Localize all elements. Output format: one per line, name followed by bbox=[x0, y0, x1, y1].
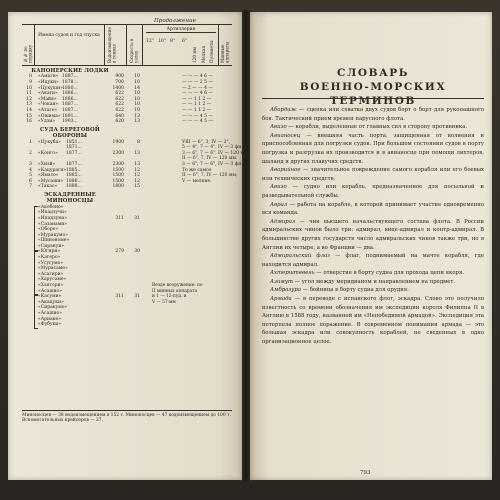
cell-disp: 622 bbox=[115, 102, 124, 108]
header-num: №№ по порядку bbox=[23, 44, 33, 63]
cell-name: «Оборо» bbox=[38, 227, 59, 233]
cell-year: 1903... bbox=[62, 119, 78, 125]
cell-name: «Атаго» bbox=[38, 107, 58, 113]
cell-name: «Хиэй» bbox=[38, 161, 56, 167]
cell-speed: 31 bbox=[134, 294, 140, 300]
cell-year: 1878... bbox=[62, 80, 78, 85]
dictionary-entry bbox=[262, 166, 484, 183]
header-artillery: Артиллерия bbox=[146, 27, 216, 33]
cell-name: «Ямато» bbox=[38, 173, 59, 179]
entry-definition: — в переводе с испанского флот, эскадра. Слово это получило известность со времени обозначения им экспедиции короля Филиппа II в Англию в 1588 году, названной им «Непобедимой армадой». Экспедиция эта потерпела полное поражение. В современном понимании армада — это большая эскадра или совокупность кораблей, не сведенных в одно организационное целое. bbox=[262, 296, 484, 346]
header-speed: Скорость в узлах bbox=[129, 38, 139, 63]
group-bracket bbox=[34, 295, 38, 329]
entry-term: Авизо bbox=[270, 184, 287, 191]
cell-year: 1877... bbox=[66, 161, 82, 167]
cell-arm: II — 6", 7, IV — 120 мм; bbox=[182, 173, 238, 179]
cell-speed: 10 bbox=[134, 74, 140, 80]
section-rows bbox=[22, 139, 249, 190]
left-page bbox=[8, 12, 249, 480]
cell-name: «Ицуки» bbox=[38, 80, 59, 85]
cell-speed: 13 bbox=[134, 119, 140, 125]
cell-arm: УШ — 6", 3, IV — 2", bbox=[182, 139, 231, 145]
running-head: Продолжение bbox=[154, 18, 196, 24]
header-torp: Минные аппараты bbox=[220, 41, 230, 63]
cell-year: 1885... bbox=[66, 173, 82, 179]
cell-year: 1886... bbox=[62, 96, 78, 102]
dictionary-entry bbox=[262, 218, 484, 252]
entry-definition: — внешняя часть порта, защищенная от волнения и приспособленная для погрузки судов. При большом состоянии судов в порту погрузка и разгрузка их производится и в авианосце при помощи лихтеров, шаланд и других плавучих средств. bbox=[262, 132, 484, 165]
cell-disp: 1500 bbox=[112, 178, 124, 184]
cell-speed: 13 bbox=[134, 113, 140, 119]
cell-name: «Инадзума» bbox=[38, 215, 68, 221]
cell-name: «Цукуба» bbox=[38, 139, 61, 145]
cell-name: «Кацураги» bbox=[38, 167, 67, 173]
dictionary-entry bbox=[262, 183, 484, 200]
cell-name: «Асашио» bbox=[38, 311, 63, 316]
cell-arm: — — 1 1 2 — bbox=[182, 102, 212, 108]
dictionary-entries bbox=[262, 106, 484, 347]
cell-year: 1887... bbox=[62, 107, 78, 113]
dictionary-entry bbox=[262, 286, 484, 295]
cell-name: «Хаятори» bbox=[38, 283, 64, 289]
cell-disp: 622 bbox=[115, 91, 124, 97]
cell-disp: 311 bbox=[115, 294, 124, 300]
entry-definition: — бойница в борту судна для орудия. bbox=[300, 287, 409, 294]
cell-num: 10 bbox=[26, 85, 32, 91]
cell-disp: 279 bbox=[115, 249, 124, 255]
cell-arm: 3 — 6", 7 — 6", IV — 3 фн. bbox=[182, 161, 243, 167]
cell-year: 1886... bbox=[62, 91, 78, 97]
cell-speed: 12 bbox=[134, 173, 140, 179]
cell-year: 1851... bbox=[66, 139, 82, 145]
page-number: 793 bbox=[360, 470, 371, 476]
entry-term: Авианосец bbox=[270, 132, 301, 139]
table-row bbox=[22, 184, 232, 190]
dictionary-entry bbox=[262, 201, 484, 218]
cell-year: 1891... bbox=[62, 113, 78, 119]
table-header bbox=[22, 25, 232, 66]
cell-name: «Усугумо» bbox=[38, 260, 64, 266]
cell-disp: 900 bbox=[115, 74, 124, 80]
cell-speed: 10 bbox=[134, 96, 140, 102]
cell-speed: 8 bbox=[137, 139, 140, 145]
section-title: ЭСКАДРЕННЫЕ МИНОНОСЦЫ bbox=[44, 191, 96, 205]
cell-arm: — — — 4 6 — bbox=[182, 74, 213, 80]
cell-speed: 15 bbox=[134, 184, 140, 190]
entry-term: Ахтерштевень bbox=[270, 270, 315, 277]
cell-year: 1887... bbox=[62, 74, 78, 80]
header-sub-e: 120 мм bbox=[192, 47, 197, 63]
cell-year: 1887... bbox=[62, 102, 78, 108]
cell-arm: — — 1 1 2 — bbox=[182, 96, 212, 102]
title-line-2: ВОЕННО-МОРСКИХ ТЕРМИНОВ bbox=[299, 81, 447, 107]
header-sub-g: Пулеметы bbox=[209, 40, 214, 63]
cell-name: «Касуми» bbox=[38, 294, 62, 300]
dictionary-title bbox=[262, 66, 484, 108]
header-name: Имена судов и год спуска bbox=[38, 33, 100, 38]
cell-name: «Ариаке» bbox=[38, 316, 61, 322]
entry-term: Абордаж bbox=[270, 107, 297, 113]
entry-definition: — угол между меридианом и направлением на предмет. bbox=[293, 278, 456, 285]
cell-year: 1888... bbox=[66, 184, 82, 190]
cell-year: 1885... bbox=[66, 167, 82, 173]
cell-name: «Конго» bbox=[38, 150, 58, 156]
cell-speed: 14 bbox=[134, 85, 140, 91]
cell-name: «Икадзучи» bbox=[38, 210, 67, 216]
cell-year: 1886... bbox=[66, 178, 82, 184]
entry-term: Амбразура bbox=[270, 287, 301, 294]
cell-num: 7 bbox=[29, 184, 32, 190]
cell-num: 9 bbox=[29, 80, 32, 85]
cell-name: «Харусаме» bbox=[38, 277, 67, 283]
cell-name: «Шинономе» bbox=[38, 238, 70, 244]
cell-disp: 620 bbox=[115, 119, 124, 125]
cell-disp: 1500 bbox=[112, 173, 124, 179]
cell-name: «Акебоно» bbox=[38, 204, 64, 210]
cell-num: 6 bbox=[29, 178, 32, 184]
dictionary-entry bbox=[262, 123, 484, 132]
entry-term: Аварийное bbox=[270, 167, 301, 174]
cell-name: «Кагеро» bbox=[38, 255, 61, 261]
cell-disp: 1500 bbox=[112, 167, 124, 173]
cell-name: «Югири» bbox=[38, 249, 61, 255]
header-sub-d: 6" bbox=[182, 39, 187, 44]
cell-speed: 10 bbox=[134, 102, 140, 108]
cell-name: «Сазанами» bbox=[38, 221, 67, 227]
cell-arm: II — 6", 7, IV — 120 мм. bbox=[182, 156, 238, 162]
entry-definition: — сцепка или схватка двух судов борт о борт для рукопашного боя. Тактический прием времен парусного флота. bbox=[262, 107, 484, 122]
entry-definition: — судно или корабль, предназначенное для посыльной и разведывательной службы. bbox=[262, 184, 484, 199]
cell-year: 1880... bbox=[62, 85, 78, 91]
cell-speed: 12 bbox=[134, 167, 140, 173]
cell-name: «Акаги» bbox=[38, 91, 58, 97]
ship-table bbox=[22, 24, 249, 328]
group-bracket bbox=[34, 251, 38, 296]
cell-disp: 622 bbox=[115, 96, 124, 102]
cell-name: «Асашио» bbox=[38, 288, 63, 294]
cell-speed: 13 bbox=[134, 150, 140, 156]
cell-year: 1877... bbox=[66, 150, 82, 156]
cell-arm: — — — 4 6 — bbox=[182, 91, 213, 97]
entry-term: Азимут bbox=[270, 278, 294, 285]
cell-disp: 700 bbox=[115, 80, 124, 85]
dictionary-entry bbox=[262, 295, 484, 347]
cell-year: 1871... bbox=[66, 145, 82, 151]
cell-speed: 31 bbox=[134, 215, 140, 221]
cell-speed: 13 bbox=[134, 161, 140, 167]
header-sub-a: 12" bbox=[146, 39, 154, 44]
cell-name: «Мусаши» bbox=[38, 178, 64, 184]
header-disp: Водоизмещение в тоннах bbox=[107, 27, 117, 63]
title-line-1: СЛОВАРЬ bbox=[337, 67, 409, 79]
cell-name: «Майя» bbox=[38, 96, 57, 102]
section-title: КАНОНЕРСКИЕ ЛОДКИ bbox=[31, 68, 109, 74]
cell-num: 11 bbox=[26, 91, 32, 97]
entry-definition: — корабли, выделенные от главных сил в сторону противника. bbox=[286, 124, 468, 131]
cell-num: 12 bbox=[26, 96, 32, 102]
cell-disp: 640 bbox=[115, 113, 124, 119]
section-rows bbox=[22, 74, 232, 124]
dictionary-entry bbox=[262, 269, 484, 278]
cell-disp: 2300 bbox=[112, 161, 124, 167]
cell-arm: — — — 4 5 — bbox=[182, 113, 213, 119]
cell-name: «Сиракумо» bbox=[38, 305, 68, 311]
entry-definition: — значительное повреждение самого корабля или его боевых или технических средств. bbox=[262, 167, 484, 182]
cell-arm: 5 — 4", 7 — 4", IV — 3 фн. bbox=[182, 145, 243, 151]
entry-definition: — отверстие в борту судна для прохода цепи якоря. bbox=[314, 270, 465, 277]
cell-name: «Цукуши» bbox=[38, 85, 63, 91]
header-sub-b: 10" bbox=[158, 39, 166, 44]
cell-speed: 12 bbox=[134, 178, 140, 184]
entry-definition: — флаг, поднимаемый на мачте корабля, где находится адмирал. bbox=[262, 253, 484, 268]
header-sub-c: 8" bbox=[170, 39, 175, 44]
cell-arm: — 2 — — 4 — bbox=[182, 85, 213, 91]
entry-term: Авизо bbox=[270, 124, 287, 131]
cell-num: 4 bbox=[29, 167, 32, 173]
cell-arm: — — — 2 5 — bbox=[182, 80, 213, 85]
cell-name: «Ошима» bbox=[38, 113, 61, 119]
section-title: СУДА БЕРЕГОВОЙ ОБОРОНЫ bbox=[40, 126, 100, 140]
entry-definition: — работа на корабле, в которой принимает участие одновременно вся команда. bbox=[262, 201, 484, 217]
cell-num: 2 bbox=[29, 150, 32, 156]
dictionary-entry bbox=[262, 106, 484, 123]
cell-speed: 10 bbox=[134, 107, 140, 113]
cell-name: «Такао» bbox=[38, 184, 58, 190]
cell-num: 3 bbox=[29, 161, 32, 167]
entry-term: Адмирал bbox=[270, 218, 296, 225]
cell-disp: 1900 bbox=[112, 139, 124, 145]
dictionary-entry bbox=[262, 132, 484, 166]
cell-disp: 311 bbox=[115, 215, 124, 221]
group-bracket bbox=[34, 206, 38, 251]
dictionary-entry bbox=[262, 252, 484, 269]
cell-speed: 10 bbox=[134, 91, 140, 97]
cell-speed: 10 bbox=[134, 80, 140, 85]
cell-name: «Удзи» bbox=[38, 119, 55, 125]
cell-arm: 3 — 6", 7 — 6", IV — 120 мм, bbox=[182, 150, 249, 156]
cell-disp: 1400 bbox=[112, 85, 124, 91]
cell-num: 13 bbox=[26, 102, 32, 108]
header-sub-f: Мелкая bbox=[201, 45, 206, 63]
cell-name: «Асагири» bbox=[38, 271, 64, 277]
dictionary-entry bbox=[262, 278, 484, 287]
cell-num: 8 bbox=[29, 74, 32, 80]
cell-disp: 1800 bbox=[112, 184, 124, 190]
section-rows bbox=[22, 205, 232, 328]
cell-speed: 30 bbox=[134, 249, 140, 255]
cell-name: «Сирануи» bbox=[38, 243, 65, 249]
cell-name: «Акацуки» bbox=[38, 299, 64, 305]
table-footnote: Миноносцев — 38 водоизмещением в 152 т. Миноносцев — 47 водоизмещением до 100 т. Вспомогательных крейсеров — 27. bbox=[22, 410, 232, 424]
cell-name: «Чокаи» bbox=[38, 102, 59, 108]
table-row bbox=[22, 119, 232, 125]
entry-term: Армада bbox=[270, 296, 292, 303]
cell-disp: 2300 bbox=[112, 150, 124, 156]
section-note: Везде вооружение: по II минных аппарата и 1 — 12-пуд. и V — 57-мм bbox=[152, 283, 203, 305]
cell-num: 1 bbox=[29, 139, 32, 145]
cell-arm: — — 1 1 2 — bbox=[182, 107, 212, 113]
cell-arm: V — мелкие. bbox=[182, 178, 212, 184]
cell-arm: То же самое bbox=[182, 167, 212, 173]
entry-definition: — чин высшего начальствующего состава флота. В России адмиральских чинов было три: адмирал, вице-адмирал и контр-адмирал. В большинстве других государств число адмиральских чинов также три, но в Англии их четыре, а во Франции — два. bbox=[262, 218, 484, 251]
table-row bbox=[22, 322, 232, 328]
cell-num: 16 bbox=[26, 119, 32, 125]
entry-term: Аврал bbox=[270, 201, 288, 208]
cell-name: «Амаги» bbox=[38, 74, 59, 80]
cell-num: 14 bbox=[26, 107, 32, 113]
cell-arm: — — — 4 5 — bbox=[182, 119, 213, 125]
table-body bbox=[22, 68, 249, 328]
title-rule bbox=[262, 98, 484, 99]
cell-name: «Муракумо» bbox=[38, 232, 68, 238]
entry-term: Адмиральский флаг bbox=[270, 253, 330, 260]
cell-disp: 622 bbox=[115, 107, 124, 113]
cell-name: «Мурасаме» bbox=[38, 266, 68, 272]
cell-num: 15 bbox=[26, 113, 32, 119]
cell-num: 5 bbox=[29, 173, 32, 179]
cell-name: «Фубуки» bbox=[38, 322, 62, 328]
